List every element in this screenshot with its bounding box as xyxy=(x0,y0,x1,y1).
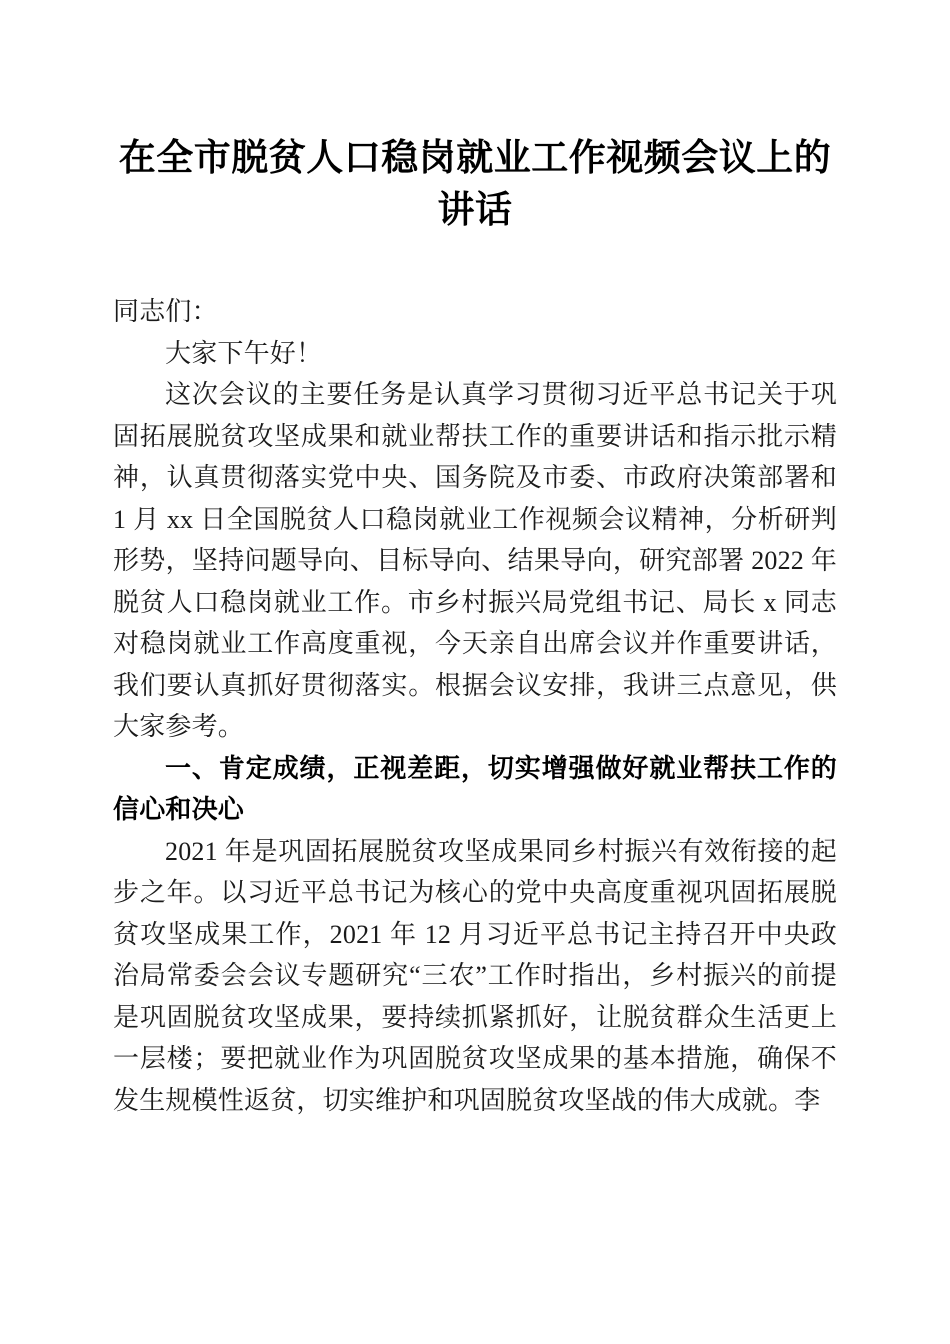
section-heading-1: 一、肯定成绩，正视差距，切实增强做好就业帮扶工作的信心和决心 xyxy=(113,752,837,824)
paragraph-1: 这次会议的主要任务是认真学习贯彻习近平总书记关于巩固拓展脱贫攻坚成果和就业帮扶工作的重要讲话和指示批示精神，认真贯彻落实党中央、国务院及市委、市政府决策部署和 1 月 xx 日全国脱贫人口稳岗就业工作视频会议精神，分析研判形势，坚持问题导向、目标导向、结果导向，研究部署 2022 年脱贫人口稳岗就业工作。市乡村振兴局党组书记、局长 x 同志对稳岗就业工作高度重视，今天亲自出席会议并作重要讲话，我们要认真抓好贯彻落实。根据会议安排，我讲三点意见，供大家参考。 xyxy=(113,380,837,741)
document-content-column xyxy=(113,0,837,1121)
document-body xyxy=(113,291,837,1121)
page-title: 在全市脱贫人口稳岗就业工作视频会议上的讲话 xyxy=(118,135,832,231)
paragraph-2: 2021 年是巩固拓展脱贫攻坚成果同乡村振兴有效衔接的起步之年。以习近平总书记为核心的党中央高度重视巩固拓展脱贫攻坚成果工作，2021 年 12 月习近平总书记主持召开中央政治局常委会会议专题研究“三农”工作时指出，乡村振兴的前提是巩固脱贫攻坚成果，要持续抓紧抓好，让脱贫群众生活更上一层楼；要把就业作为巩固脱贫攻坚成果的基本措施，确保不发生规模性返贫，切实维护和巩固脱贫攻坚战的伟大成就。李 xyxy=(113,836,837,1115)
salutation-line: 同志们： xyxy=(113,297,218,326)
greeting-paragraph: 大家下午好！ xyxy=(165,338,323,368)
